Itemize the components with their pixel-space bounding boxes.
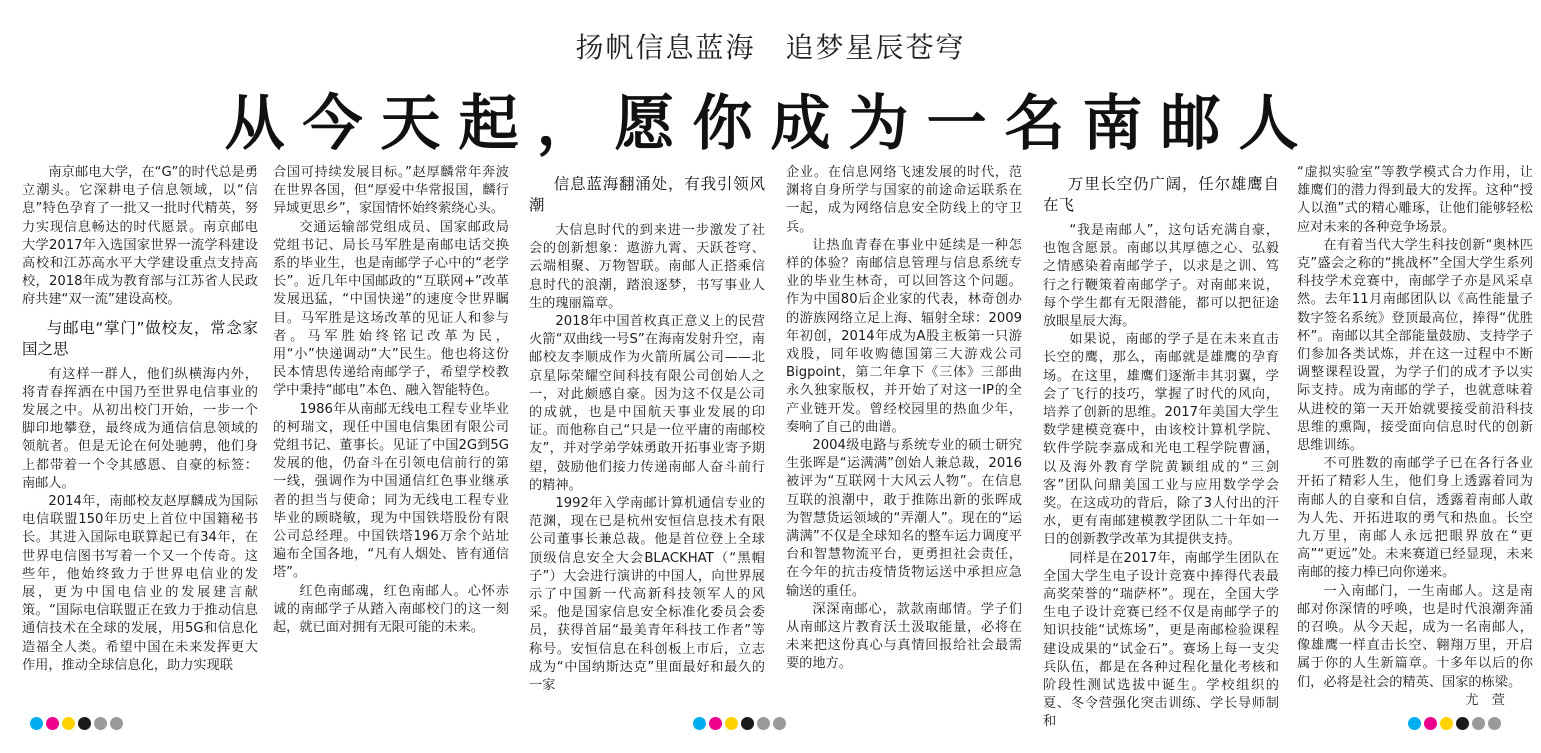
registration-dot	[78, 717, 91, 730]
text-column-2	[273, 164, 509, 709]
body-paragraph: 2004级电路与系统专业的硕士研究生张晖是“运满满”创始人兼总裁，2016被评为“互联网十大风云人物”。在信息互联的浪潮中，敢于推陈出新的张晖成为智慧货运领域的“弄潮人”。现在的“运满满”不仅是全球知名的整车运力调度平台和智慧物流平台，更勇担社会责任，在今年的抗击疫情货物运送中承担应急输送的重任。	[786, 438, 1022, 599]
body-paragraph: 1992年入学南邮计算机通信专业的范渊，现在已是杭州安恒信息技术有限公司董事长兼总裁。他是首位登上全球顶级信息安全大会BLACKHAT（“黑帽子”）大会进行演讲的中国人，向世界展示了中国新一代高新科技领军人的风采。他是国家信息安全标准化委员会委员，获得首届“最美青年科技工作者”等称号。安恒信息在科创板上市后，立志成为“中国纳斯达克”里面最好和最久的一家	[529, 496, 765, 694]
body-paragraph: 在有着当代大学生科技创新“奥林匹克”盛会之称的“挑战杯”全国大学生系列科技学术竞赛中，南邮学子亦是风采卓然。去年11月南邮团队以《高性能量子数字签名系统》登顶最高位，捧得“优胜杯”。南邮以其全部能量鼓励、支持学子们参加各类试炼，并在这一过程中不断调整课程设置，为学子们的成才予以实际支持。成为南邮的学子，也就意味着从进校的第一天开始就要接受前沿科技思维的熏陶，接受面向信息时代的创新思维训练。	[1297, 237, 1533, 454]
body-paragraph: 有这样一群人，他们纵横海内外，将青春挥洒在中国乃至世界电信事业的发展之中。从初出校门开始，一步一个脚印地攀登，最终成为通信信息领域的领航者。但是无论在何处驰骋，他们身上都带着一个令其感恩、自豪的标签：南邮人。	[22, 366, 258, 491]
body-paragraph: 同样是在2017年，南邮学生团队在全国大学生电子设计竞赛中捧得代表最高奖荣誉的“瑞萨杯”。现在，全国大学生电子设计竞赛已经不仅是南邮学子的知识技能“试炼场”，更是南邮检验课程建设成果的“试金石”。赛场上每一支尖兵队伍，都是在各种过程化量化考核和阶段性测试选拔中诞生。学校组织的夏、冬令营强化突击训练、学长导师制和	[1043, 550, 1279, 730]
section-heading-alumni: 与邮电“掌门”做校友，常念家国之思	[22, 318, 258, 358]
text-column-3	[529, 164, 765, 709]
registration-dot	[1488, 717, 1501, 730]
registration-dot	[709, 717, 722, 730]
body-paragraph: 如果说，南邮的学子是在未来直击长空的鹰，那么，南邮就是雄鹰的孕育场。在这里，雄鹰们逐渐丰其羽翼，学会了飞行的技巧，掌握了时代的风向，培养了创新的思维。2017年美国大学生数学建模竞赛中，由该校计算机学院、软件学院李嘉成和光电工程学院曹涵，以及海外教育学院黄颖组成的“三剑客”团队问鼎美国工业与应用数学学会奖。在这成功的背后，除了3人付出的汗水，更有南邮建模教学团队二十年如一日的创新教学改革为其提供支持。	[1043, 332, 1279, 548]
section-heading-eagle: 万里长空仍广阔，任尔雄鹰自在飞	[1043, 175, 1279, 214]
body-paragraph: 不可胜数的南邮学子已在各行各业开拓了精彩人生，他们身上透露着同为南邮人的自豪和自信，透露着南邮人敢为人先、开拓进取的勇气和热血。长空九万里，南邮人永远把眼界放在“更高”“更远”处。未来赛道已经显现，未来南邮的接力棒已向你递来。	[1297, 456, 1533, 581]
registration-dot	[773, 717, 786, 730]
registration-dot	[110, 717, 123, 730]
registration-dot	[30, 717, 43, 730]
registration-dot	[693, 717, 706, 730]
registration-dot	[46, 717, 59, 730]
body-paragraph: 企业。在信息网络飞速发展的时代，范渊将自身所学与国家的前途命运联系在一起，成为网络信息安全防线上的守卫兵。	[786, 165, 1022, 235]
body-paragraph: 让热血青春在事业中延续是一种怎样的体验？南邮信息管理与信息系统专业的毕业生林奇，可以回答这个问题。作为中国80后企业家的代表，林奇创办的游族网络立足上海、辐射全球：2009年初创，2014年成为A股主板第一只游戏股，同年收购德国第三大游戏公司Bigpoint，第二年拿下《三体》三部曲永久独家版权，并开始了对这一IP的全产业链开发。曾经校园里的热血少年，奏响了自己的曲谱。	[786, 237, 1022, 435]
body-paragraph: “我是南邮人”，这句话充满自豪，也饱含愿景。南邮以其厚德之心、弘毅之情感染着南邮学子，以求是之训、笃行之行鞭策着南邮学子。对南邮来说，每个学生都有无限潜能，都可以把征途放眼星辰大海。	[1043, 223, 1279, 330]
article-headline: 从今天起，愿你成为一名南邮人	[224, 89, 1317, 159]
author-byline: 尤 萱	[1465, 692, 1505, 708]
registration-marks-right	[1408, 717, 1501, 730]
registration-dot	[1472, 717, 1485, 730]
registration-marks-left	[30, 717, 123, 730]
registration-marks-center	[693, 717, 786, 730]
text-column-6	[1297, 164, 1533, 709]
section-heading-information: 信息蓝海翻涌处，有我引领风潮	[529, 175, 765, 214]
body-paragraph: 2014年，南邮校友赵厚麟成为国际电信联盟150年历史上首位中国籍秘书长。其进入国际电联算起已有34年，在世界电信图书写着一个又一个传奇。这些年，他始终致力于世界电信业的发展，更为中国电信业的发展建言献策。“国际电信联盟正在致力于推动信息通信技术在全球的发展，用5G和信息化造福全人类。希望中国在未来发挥更大作用，推动全球信息化，助力实现联	[22, 494, 258, 673]
body-paragraph: 2018年中国首枚真正意义上的民营火箭“双曲线一号S”在海南发射升空，南邮校友李顺成作为火箭所属公司——北京星际荣耀空间科技有限公司创始人之一，对此颇感自豪。因为这不仅是公司的成就，也是中国航天事业发展的印证。而他称自己“只是一位平庸的南邮校友”，并对学弟学妹勇敢开拓事业寄予期望，鼓励他们接力传递南邮人奋斗前行的精神。	[529, 314, 765, 493]
registration-dot	[725, 717, 738, 730]
body-paragraph: 合国可持续发展目标。”赵厚麟常年奔波在世界各国，但“厚爱中华常报国，麟行异域更思乡”，家国情怀始终萦绕心头。	[273, 165, 509, 217]
body-paragraph: “虚拟实验室”等教学模式合力作用，让雄鹰们的潜力得到最大的发挥。这种“授人以渔”式的精心雕琢，让他们能够轻松应对未来的各种竞争场景。	[1297, 165, 1533, 235]
body-paragraph: 1986年从南邮无线电工程专业毕业的柯瑞文，现任中国电信集团有限公司党组书记、董事长。见证了中国2G到5G发展的他，仍奋斗在引领电信前行的第一线，强调作为中国通信红色事业继承者的担当与使命；同为无线电工程专业毕业的顾晓敏，现为中国铁塔股份有限公司总经理。中国铁塔196万余个站址遍布全国各地，“凡有人烟处、皆有通信塔”。	[273, 401, 509, 581]
intro-paragraph: 南京邮电大学，在“G”的时代总是勇立潮头。它深耕电子信息领域，以“信息”特色孕育了一批又一批时代精英，努力实现信息畅达的时代愿景。南京邮电大学2017年入选国家世界一流学科建设高校和江苏高水平大学建设重点支持高校，2018年成为教育部与江苏省人民政府共建“双一流”建设高校。	[22, 165, 258, 308]
text-column-4	[786, 164, 1022, 709]
closing-text: 一入南邮门，一生南邮人。这是南邮对你深情的呼唤，也是时代浪潮奔涌的召唤。从今天起，成为一名南邮人，像雄鹰一样直击长空、翱翔万里，开启属于你的人生新篇章。十多年以后的你们，必将是社会的精英、国家的栋梁。	[1297, 583, 1533, 690]
closing-paragraph	[1297, 583, 1533, 708]
registration-dot	[1440, 717, 1453, 730]
registration-dot	[1424, 717, 1437, 730]
registration-dot	[94, 717, 107, 730]
registration-dot	[741, 717, 754, 730]
body-paragraph: 交通运输部党组成员、国家邮政局党组书记、局长马军胜是南邮电话交换系的毕业生，也是南邮学子心中的“老学长”。近几年中国邮政的“互联网+”改革发展迅猛，“中国快递”的速度令世界瞩目。马军胜是这场改革的见证人和参与者。马军胜始终铭记改革为民，用“小”快递调动“大”民生。他也将这份民本情思传递给南邮学子，希望学校教学中秉持“邮电”本色、融入智能特色。	[273, 219, 509, 399]
body-paragraph: 大信息时代的到来进一步激发了社会的创新想象：遨游九霄、天跃苍穹、云端相聚、万物智联。南邮人正搭乘信息时代的浪潮，踏浪逐梦，书写事业人生的瑰丽篇章。	[529, 223, 765, 311]
text-column-5	[1043, 164, 1279, 730]
article-subtitle: 扬帆信息蓝海 追梦星辰苍穹	[575, 31, 966, 64]
body-paragraph: 深深南邮心，款款南邮情。学子们从南邮这片教育沃土汲取能量，必将在未来把这份真心与真情回报给社会最需要的地方。	[786, 601, 1022, 672]
registration-dot	[1408, 717, 1421, 730]
body-paragraph: 红色南邮魂，红色南邮人。心怀赤诚的南邮学子从踏入南邮校门的这一刻起，就已面对拥有无限可能的未来。	[273, 583, 509, 636]
registration-dot	[757, 717, 770, 730]
registration-dot	[62, 717, 75, 730]
registration-dot	[1456, 717, 1469, 730]
text-column-1	[22, 164, 258, 709]
